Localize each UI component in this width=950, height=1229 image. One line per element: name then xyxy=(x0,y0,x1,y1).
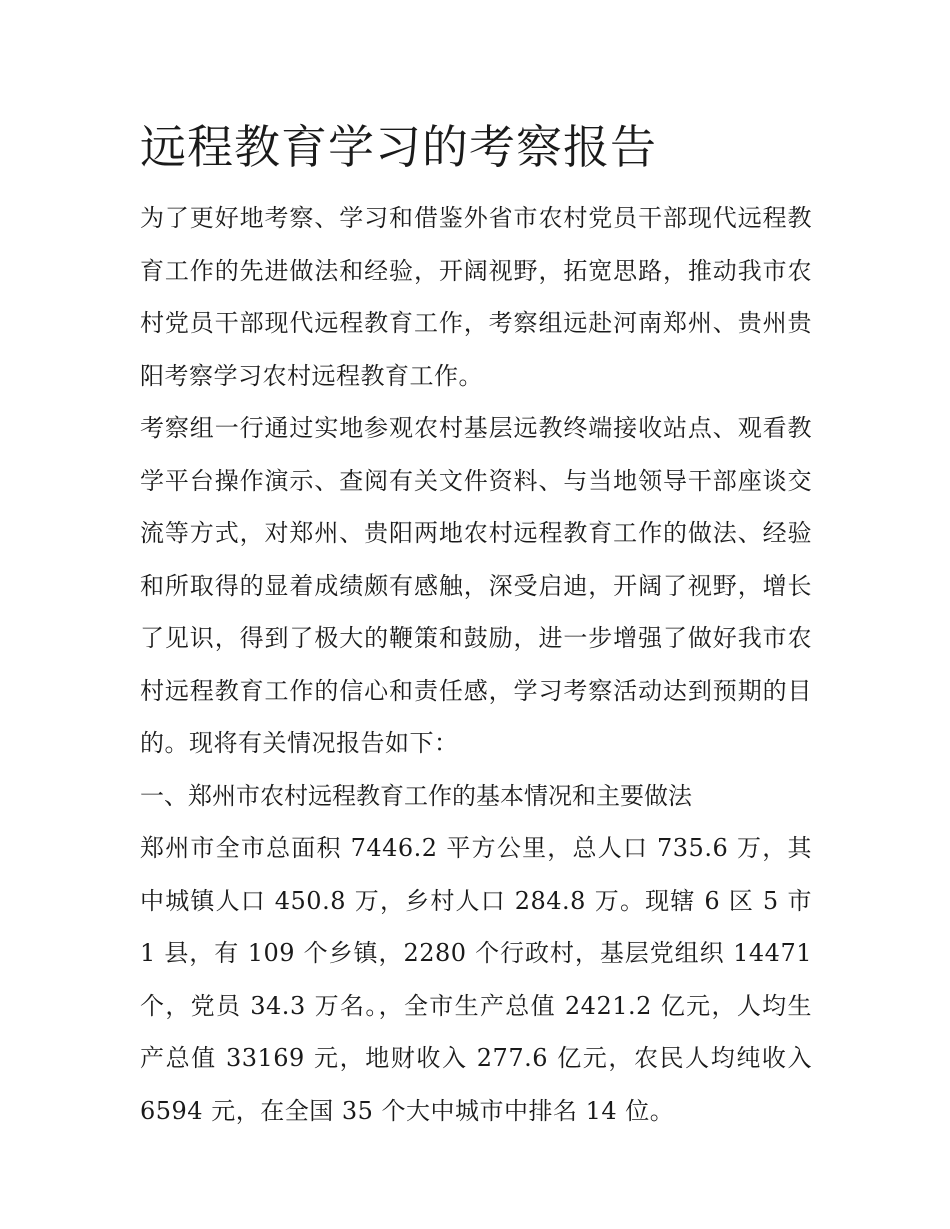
intro-paragraph: 为了更好地考察、学习和借鉴外省市农村党员干部现代远程教育工作的先进做法和经验，开阔视野，拓宽思路，推动我市农村党员干部现代远程教育工作，考察组远赴河南郑州、贵州贵阳考察学习农村远程教育工作。 xyxy=(140,204,812,390)
section-heading: 一、郑州市农村远程教育工作的基本情况和主要做法 xyxy=(140,781,692,810)
summary-paragraph: 考察组一行通过实地参观农村基层远教终端接收站点、观看教学平台操作演示、查阅有关文件资料、与当地领导干部座谈交流等方式，对郑州、贵阳两地农村远程教育工作的做法、经验和所取得的显着成绩颇有感触，深受启迪，开阔了视野，增长了见识，得到了极大的鞭策和鼓励，进一步增强了做好我市农村远程教育工作的信心和责任感，学习考察活动达到预期的目的。现将有关情况报告如下： xyxy=(140,414,812,757)
document-title: 远程教育学习的考察报告 xyxy=(140,120,657,174)
section-paragraph: 郑州市全市总面积 7446.2 平方公里，总人口 735.6 万，其中城镇人口 450.8 万，乡村人口 284.8 万。现辖 6 区 5 市 1 县，有 109 个乡镇，2280 个行政村，基层党组织 14471 个，党员 34.3 万名。，全市生产总值 2421.2 亿元，人均生产总值 33169 元，地财收入 277.6 亿元，农民人均纯收入 6594 元，在全国 35 个大中城市中排名 14 位。 xyxy=(140,834,812,1125)
document-page xyxy=(140,112,812,1137)
